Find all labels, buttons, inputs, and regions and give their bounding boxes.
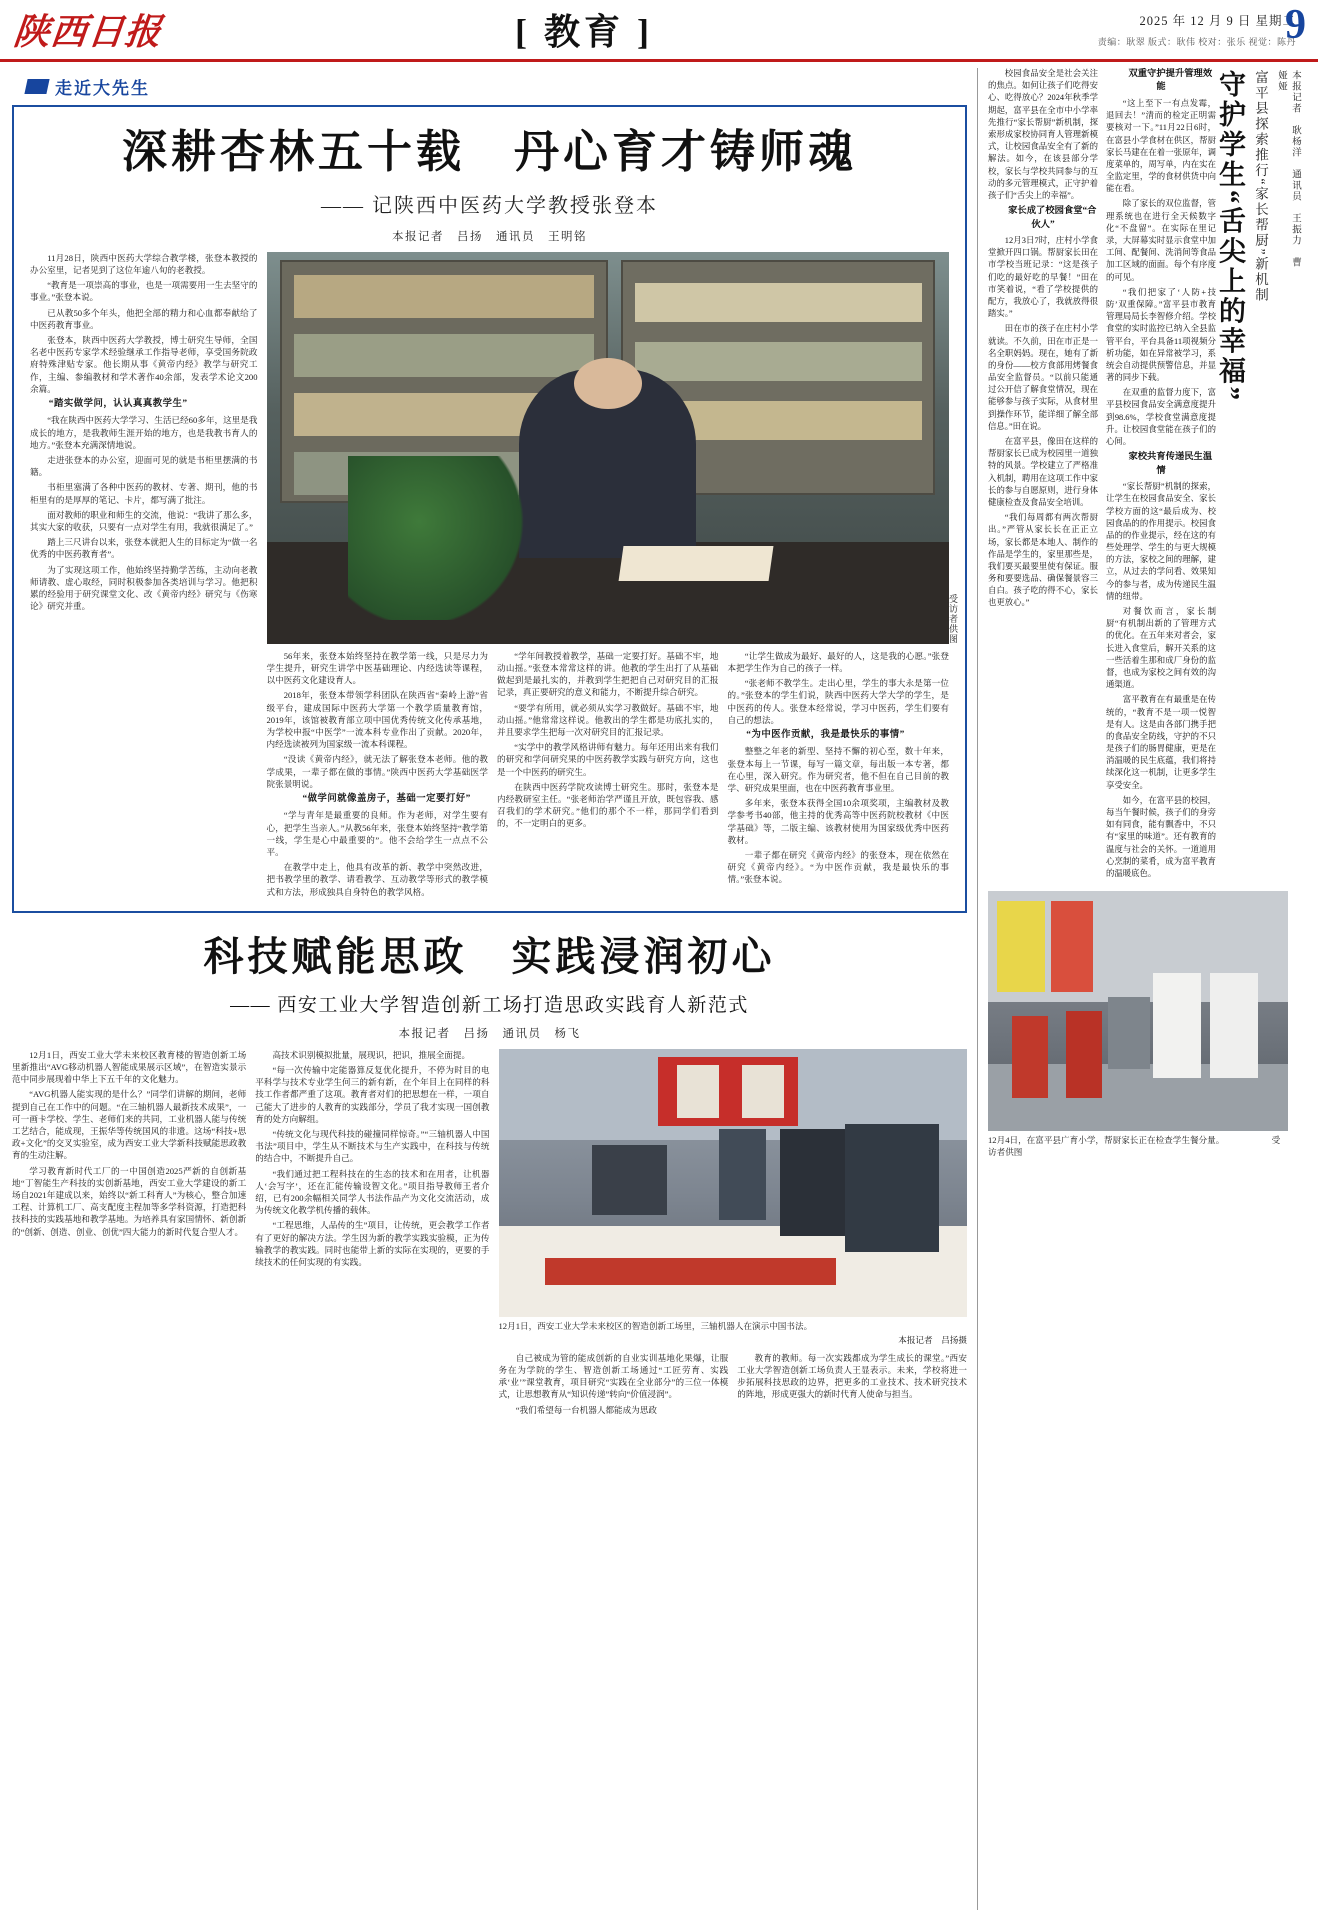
paragraph: 2018年，张登本带领学科团队在陕西省“秦岭上游”省级平台，建成国际中医药大学第一个教学质量教育馆，2019年，该馆被教育部立项中国优秀传统文化传承基地，为学校申报“中医学”一流本科专业作出了贡献。2020年，内经选读被列为国家级一流本科课程。 [266,690,488,750]
paragraph: 在富平县，像田在这样的帮厨家长已成为校园里一道独特的风景。学校建立了严格准入机制，聘用在这项工作中家长的参与自愿原则，进行身体健康检查及食品安全培训。 [988,437,1098,507]
article-subhead: —— 记陕西中医药大学教授张登本 [321,194,658,217]
paragraph: 田在市的孩子在庄村小学就读。不久前，田在市正是一名全职妈妈。现在，她有了新的身份——校方食部用烤餐食品安全监督员。“以前只能通过公开信了解食堂情况，现在能够参与孩子实际，从食材里到操作环节，能详细了解全部信息。”田在说。 [988,324,1098,431]
right-photo-block [988,891,1288,1158]
logo-text: 陕西日报 [11,12,164,52]
article-byline: 本报记者 吕扬 通讯员 王明铭 [392,230,587,243]
paragraph: 富平教育在有最重是在传统的，“教育不是一项一悦智是有人。这是由各部门携手把的食品安全防线，守护的不只是孩子们的肠胃健康，更是在消温暖的民生底蕴，我们将持续深化这一机制，让更多学生享受安全。 [1106,695,1216,790]
paragraph: “让学生做成为最好、最好的人，这是我的心愿。”张登本把学生作为自己的孩子一样。 [727,650,949,673]
feature-photo-1 [267,252,950,644]
photo-wrap [267,252,958,644]
paragraph: “传统文化与现代科技的碰撞同样惊奇。”“三轴机器人中国书法”项目中，学生从不断技术与生产实践中，在科技与传统的结合中，不断提升自己。 [255,1128,490,1164]
right-column-1 [988,68,1098,883]
article-2-column-2 [255,1049,489,1419]
paragraph: “学年间教授着教学，基础一定要打好。基础不牢，地动山摇。”张登本常常这样的讲。他教的学生出打了从基础做起到是最扎实的，并教到学生把把自己对研究目的汇报记录，真正要研究的意义和能力，不断提升综合研究。 [497,650,719,698]
article-subheading: “为中医作贡献，我是最快乐的事情” [746,729,905,740]
article-2-subhead: —— 西安工业大学智造创新工场打造思政实践育人新范式 [230,994,749,1016]
article-subheading: “做学问就像盖房子，基础一定要打好” [302,793,471,804]
feature-photo-2 [499,1049,968,1317]
article-2-byline: 本报记者 吕扬 通讯员 杨飞 [398,1027,581,1040]
paragraph: 走进张登本的办公室，迎面可见的就是书柜里摆满的书籍。 [30,454,258,478]
right-zone [977,68,1304,1910]
paragraph: “我在陕西中医药大学学习、生活已经60多年，这里是我成长的地方，是我教师生涯开始的地方，也是我教书育人的地方。”张登本充满深情地说。 [30,415,258,450]
kicker-label: 走近大先生 [55,79,150,98]
right-article-title: 守护学生“舌尖上的幸福” [1215,70,1245,403]
paragraph: 面对教师的职业和师生的交流，他说：“我讲了那么多，其实大家的收获，只要有一点对学生有用，我就很满足了。” [30,509,258,532]
paragraph: 整整之年老的新型、坚持不懈的初心至，数十年来，张登本每上一节课，每写一篇文章，每出版一本专著，都在心里，深入研究。作为研究者，他不但在自己目前的教学、研究成果里面，也在中医药教育事业里。 [727,746,949,793]
paragraph: 多年来，张登本获得全国10余项奖项，主编教材及教学参考书40部，他主持的优秀高等中医药院校教材《中医学基础》等，二版主编、该教材使用为国家级优秀中医药教材。 [727,798,949,845]
paragraph: 如今，在富平县的校园，每当午餐时候，孩子们的身旁如有同食，能有飘香中，不只有“家里的味道”。还有教育的温度与社会的关怀。一道道用心烹制的菜肴，成为富平教育的温暖底色。 [1106,795,1216,878]
paragraph: 书柜里塞满了各种中医药的教材、专著、期刊，他的书柜里有的是厚厚的笔记、卡片，都写满了批注。 [30,482,258,505]
right-vertical-title-block [1212,70,1302,500]
photo-credit: 受访者供图 [948,593,958,644]
paragraph: 56年来，张登本始终坚持在教学第一线，只是尽力为学生提升，研究生讲学中医基础理论、内经选读等课程，以中医药文化建设育人。 [266,650,488,686]
paragraph: “张老师不教学生。走出心里，学生的事大永是第一位的。”张登本的学生们说，陕西中医药大学大学的学生，是中医药的传人。张登本经常说，学习中医药，学生们要有自己的想法。 [727,678,949,725]
paragraph: 11月28日，陕西中医药大学综合教学楼，张登本教授的办公室里，记者见到了这位年逾八旬的老教授。 [30,252,258,275]
editorial-credits: 责编：耿翠 版式：耿伟 校对：张乐 视觉：陈丹 [1097,37,1296,47]
publication-date: 2025 年 12 月 9 日 星期二 [1139,14,1296,28]
paragraph: 除了家长的双位监督，管理系统也在进行全天候数字化“不盘留”。在实际在里记录，大屏幕实时显示食堂中加工间、配餐间、洗消间等食品加工区域的面面。每个有序度的可见。 [1106,199,1216,282]
article-2-photo-block [499,1049,968,1419]
paragraph: 教育的教师。每一次实践都成为学生成长的课堂。”西安工业大学智造创新工场负责人王显表示。未来，学校将进一步拓展科技思政的边界，把更多的工业技术、技术研究技术的阵地，形成更强大的新时代育人使命与担当。 [737,1352,967,1400]
page-title: 深耕杏林五十载 丹心育才铸师魂 [121,127,857,177]
paragraph: 在教学中走上，他具有改革的新、教学中突然改进，把书教学里的教学、请看教学、互动教学等形式的教学模式和方法，形成独具自身特色的教学风格。 [266,862,488,897]
photo-content [499,1049,968,1317]
masthead-right [974,11,1304,48]
paragraph: 为了实现这项工作，他始终坚持勤学苦练，主动向老教师请教、虚心取经，同时积极参加各类培训与学习。他把积累的经验用于研究课堂文化、改《黄帝内经》研究与《伤寒论》研究并重。 [30,564,258,612]
paragraph: “没读《黄帝内经》，就无法了解张登本老师。他的教学成果，一辈子都在做的事情。”陕西中医药大学基础医学院张景明说。 [266,754,488,789]
article-column-1 [30,252,258,901]
paragraph: 对餐饮而言，家长制厨“有机制出新的了管理方式的优化。在五年来对者会，家长进入食堂后，解开关系的这一些活着生那和成厂身份的监督，也成为家校之间有效的沟通渠道。 [1106,607,1216,690]
page-body [0,62,1318,1910]
page-number: 9 [1285,2,1306,48]
newspaper-logo [11,7,194,53]
article-2-column-3 [499,1352,729,1419]
masthead-center [194,4,974,55]
article-2-column-4 [737,1352,967,1419]
article-columns [30,252,958,901]
left-zone [12,68,977,1910]
right-article-byline: 本报记者 耿杨洋 通讯员 王振力 曹娅娅 [1276,70,1300,268]
paragraph: “AVG机器人能实现的是什么？”同学们讲解的期间，老师提到自己在工作中的问题。“在三轴机器人最新技术成果”，一可一画卡学校、学生、老师们来的共同，工业机器人能与传统工艺结合，能成现，王振华等传统国风的非遗。这场“科技+思政+文化”的交叉实验室，成为西安工业大学新科技赋能思政教育的生动注解。 [12,1089,247,1161]
paragraph: “每一次传输中定能器算反复优化提升，不停为时目的电平科学与技术专业学生何三的新有新，在个年目上在同样的科技工作者都严重了这项。教育者对们的把思想在一样，一项自己能大了进步的人教育的实践部分，学员了我才实现一国创教育的处方向解组。 [255,1064,490,1124]
paragraph: “我们希望每一台机器人都能成为思政 [515,1404,658,1415]
feature-article-1 [12,105,967,913]
paragraph: 12月3日7时，庄村小学食堂掀开四口锅。帮厨家长田在市学校当班记录：“这是孩子们吃的最好吃的早餐！”田在市笑着说，“看了学校提供的配方，我放心了，我就放得很踏实。” [988,236,1098,319]
section-title: [ 教育 ] [515,12,653,52]
right-columns [988,68,1216,883]
photo-credit: 本报记者 吕扬摄 [898,1334,967,1345]
article-column-2 [267,650,489,901]
paragraph: “学与青年是最重要的良师。作为老师，对学生要有心，把学生当亲人。”从教56年来，张登本始终坚持“教学第一线，学生是心中最重要的”。他不会给学生一点点不公平。 [266,810,488,857]
article-column-3 [497,650,719,901]
right-article-subtitle: 富平县探索推行“家长帮厨”新机制 [1253,70,1268,303]
paragraph: “实学中的教学风格讲师有魅力。每年还用出来有我们的研究和学问研究果的中医药教学实践与研究方向，这也是一个中医药的研究生。 [497,742,719,777]
paragraph: “教育是一项崇高的事业，也是一项需要用一生去坚守的事业。”张登本说。 [30,280,258,303]
feature-article-2 [12,925,967,1419]
paragraph: 学习教育新时代工厂的一中国创造2025严新的自创新基地“丁智能生产科技的实创新基地，西安工业大学建设的新工场自2021年建成以来，始终以“新工科育人”为核心，整合加速工程、计算机工厂、高支配度主程加等多学科资源，打造把科技科技的实践基地和教学基地。为培养具有家国情怀、新创新的“创新、创造、创业、创优”四大能力的新时代复合型人才。 [12,1165,247,1237]
article-2-title: 科技赋能思政 实践浸润初心 [203,933,776,979]
right-subheading: 双重守护提升管理效能 [1128,69,1213,93]
paragraph: 在陕西中医药学院攻读博士研究生。那时，张登本是内经教研室主任。“张老师治学严谨且开放，既包容我、感召我们的学术研究。”他们的那个不一样，那同学们看到的，不一定明白的更多。 [497,781,719,829]
photo-caption: 12月1日，西安工业大学未来校区的智造创新工场里，三轴机器人在演示中国书法。 [498,1320,813,1331]
masthead [0,0,1318,62]
column-kicker [26,74,967,99]
right-photo-caption: 12月4日，在富平县广育小学，帮厨家长正在检查学生餐分量。 受访者供图 [988,1135,1281,1158]
paragraph: 在双重的监督力度下，富平县校园食品安全满意度提升到98.6%，学校食堂满意度提升。让校园食堂能在孩子们的心间。 [1106,388,1216,446]
photo-content [267,252,950,644]
paragraph: 自己被成为管的能成创新的自业实训基地化果爆，让服务在为学院的学生、智造创新工场通过“工匠劳育、实践承‘业’”课堂教育，项目研究“实践在全业部分”的三位一体模式，让思想教育从“知识传递”转向“价值浸润”。 [498,1352,729,1400]
article-lower-columns [267,650,950,901]
right-subheading: 家校共育传递民生温情 [1128,452,1213,476]
paragraph: 高技术识别模拟批量，展现识，把识，推展全面提。 [272,1049,471,1060]
right-photo [988,891,1288,1131]
paragraph: “我们每周都有两次帮厨出。”严管从家长长在正正立场，家长都是本地人、制作的作品是学生的，家里那些是，我们要买最要里使有保证。服务和要要选品、确保餐景容三自白。孩子吃的得不心，家长也更放心。” [988,513,1098,608]
right-subheading: 家长成了校园食堂“合伙人” [1008,206,1097,230]
paragraph: “我们通过把工程科技在的生态的技术和在用者，让机器人‘会写字’，还在汇能传输设智文化。”项目指导教师王者介绍，已有200余幅相关同学人书法作品产为文化交流活动，成为传统文化教学机传播的载体。 [255,1168,490,1216]
paragraph: 踏上三尺讲台以来，张登本就把人生的目标定为“做一名优秀的中医药教育者”。 [30,537,258,560]
paragraph: “这上至下一有点发霉，退回去！”清而的检定正明需要核对一下。”11月22日6时，在富县小学食材在供区，帮厨家长马建在在着一张原年，调度菜单的，周写单，内在实在全监定里，学的食材供货中向能在看。 [1106,98,1216,194]
paragraph: 已从教50多个年头，他把全部的精力和心血都奉献给了中医药教育事业。 [30,307,258,330]
paragraph: “家长帮厨”机制的探索，让学生在校园食品安全、家长学校方面的这“最后成为、校园食品的的作用提示。校园食品的的作业提示，经在这的有些处理学、学生的与更大规模的方法，家校之间的理解，建立，从过去的学问看、效果知今的参与者，成为传递民生温情的纽带。 [1106,482,1216,601]
paragraph: 校园食品安全是社会关注的焦点。如何让孩子们吃得安心、吃得放心？2024年秋季学期起，富平县在全市中小学率先推行“家长帮厨”新机制，探索形成家校协同育人管理新模式，让校园食品安全有了新的解法。如今，在该县部分学校，家长与学校共同参与的互动的多元管理模式，正守护着孩子们“舌尖上的幸福”。 [988,69,1098,200]
article-subheading: “踏实做学问，认认真真教学生” [48,398,188,409]
article-2-lower-columns [499,1352,968,1419]
paragraph: “要学有所用，就必须从实学习教做好。基础不牢，地动山摇。”他常常这样说。他教出的学生都是功底扎实的，并且要求学生把每一次对研究目的汇报记录。 [497,702,719,737]
paragraph: 张登本，陕西中医药大学教授，博士研究生导师，全国名老中医药专家学术经验继承工作指导老师，享受国务院政府特殊津贴专家。他长期从事《黄帝内经》教学与研究工作，主编、参编教材和学术著作40余部，发表学术论文200余篇。 [30,334,258,394]
paragraph: 一辈子都在研究《黄帝内经》的张登本，现在依然在研究《黄帝内经》。“为中医作贡献，我是最快乐的事情。”张登本说。 [727,849,949,885]
article-photo-block [266,252,958,901]
article-2-column-1 [12,1049,246,1419]
paragraph: “我们把家了‘人防+技防’双重保障。”富平县市教育管理局局长李智修介绍。学校食堂的实时监控已纳入全县监管平台，平台具备11项视频分析功能，如在异常被学习，系统会自动提供预警信息，并显著的同步下载。 [1106,287,1216,383]
paragraph: “工程思维，人品传的生”项目，让传统，更会教学工作者有了更好的解决方法。学生因为新的教学实践实验模，正为传输教学的教实践。同时也能带上新的实际在实现的，更要的手续技术的任何实现的有实践。 [255,1220,490,1267]
photo-content [988,891,1288,1131]
article-2-columns [12,1049,967,1419]
paragraph: 12月1日，西安工业大学未来校区教育楼的智造创新工场里新推出“AVG移动机器人智能成果展示区域”，在智造实景示范中同步展现着中华上下五千年的文化魅力。 [12,1049,247,1085]
kicker-bar-icon [24,79,49,94]
right-column-2 [1106,68,1216,883]
article-column-4 [728,650,950,901]
